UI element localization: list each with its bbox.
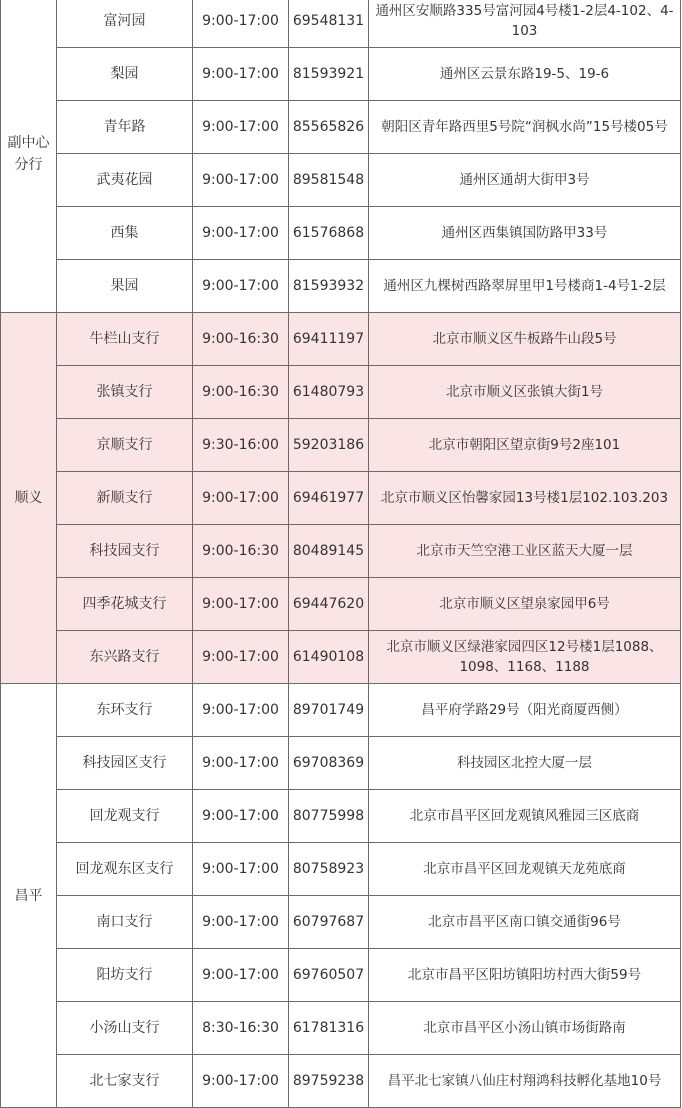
address-cell: 北京市昌平区小汤山镇市场街路南 [369, 1002, 681, 1055]
district-cell: 副中心 分行 [1, 0, 57, 313]
phone-number-cell: 61781316 [289, 1002, 369, 1055]
branch-name-cell: 牛栏山支行 [57, 313, 193, 366]
table-row [1, 790, 681, 843]
business-hours-cell: 9:00-17:00 [193, 631, 289, 684]
table-row [1, 0, 681, 48]
branch-name-cell: 富河园 [57, 0, 193, 48]
address-cell: 北京市朝阳区望京街9号2座101 [369, 419, 681, 472]
table-row [1, 260, 681, 313]
table-row [1, 1002, 681, 1055]
branch-name-cell: 张镇支行 [57, 366, 193, 419]
address-cell: 北京市昌平区阳坊镇阳坊村西大街59号 [369, 949, 681, 1002]
branch-name-cell: 北七家支行 [57, 1055, 193, 1108]
address-cell: 通州区云景东路19-5、19-6 [369, 48, 681, 101]
business-hours-cell: 9:00-17:00 [193, 843, 289, 896]
table-row [1, 472, 681, 525]
phone-number-cell: 69447620 [289, 578, 369, 631]
table-row [1, 101, 681, 154]
table-row [1, 684, 681, 737]
address-cell: 昌平北七家镇八仙庄村翔鸿科技孵化基地10号 [369, 1055, 681, 1108]
business-hours-cell: 9:00-17:00 [193, 207, 289, 260]
table-row [1, 207, 681, 260]
business-hours-cell: 9:00-17:00 [193, 1055, 289, 1108]
phone-number-cell: 85565826 [289, 101, 369, 154]
branch-name-cell: 回龙观支行 [57, 790, 193, 843]
address-cell: 北京市顺义区张镇大街1号 [369, 366, 681, 419]
table-row [1, 578, 681, 631]
table-row [1, 1055, 681, 1108]
address-cell: 北京市顺义区绿港家园四区12号楼1层1088、1098、1168、1188 [369, 631, 681, 684]
table-row [1, 48, 681, 101]
table-row [1, 949, 681, 1002]
phone-number-cell: 80775998 [289, 790, 369, 843]
branch-name-cell: 东兴路支行 [57, 631, 193, 684]
district-cell: 顺义 [1, 313, 57, 684]
address-cell: 昌平府学路29号（阳光商厦西侧） [369, 684, 681, 737]
table-row [1, 313, 681, 366]
business-hours-cell: 9:30-16:00 [193, 419, 289, 472]
branch-name-cell: 阳坊支行 [57, 949, 193, 1002]
business-hours-cell: 9:00-17:00 [193, 949, 289, 1002]
phone-number-cell: 61490108 [289, 631, 369, 684]
table-row [1, 737, 681, 790]
business-hours-cell: 9:00-17:00 [193, 684, 289, 737]
business-hours-cell: 9:00-17:00 [193, 0, 289, 48]
branch-name-cell: 京顺支行 [57, 419, 193, 472]
business-hours-cell: 9:00-17:00 [193, 260, 289, 313]
branch-name-cell: 四季花城支行 [57, 578, 193, 631]
address-cell: 通州区九棵树西路翠屏里甲1号楼商1-4号1-2层 [369, 260, 681, 313]
table-row [1, 525, 681, 578]
business-hours-cell: 9:00-16:30 [193, 366, 289, 419]
branch-name-cell: 新顺支行 [57, 472, 193, 525]
address-cell: 北京市昌平区回龙观镇风雅园三区底商 [369, 790, 681, 843]
district-cell: 昌平 [1, 684, 57, 1108]
business-hours-cell: 8:30-16:30 [193, 1002, 289, 1055]
phone-number-cell: 80489145 [289, 525, 369, 578]
table-row [1, 843, 681, 896]
phone-number-cell: 81593921 [289, 48, 369, 101]
branch-name-cell: 武夷花园 [57, 154, 193, 207]
business-hours-cell: 9:00-17:00 [193, 472, 289, 525]
phone-number-cell: 89701749 [289, 684, 369, 737]
address-cell: 北京市昌平区南口镇交通街96号 [369, 896, 681, 949]
branch-name-cell: 西集 [57, 207, 193, 260]
business-hours-cell: 9:00-17:00 [193, 48, 289, 101]
table-row [1, 366, 681, 419]
address-cell: 北京市天竺空港工业区蓝天大厦一层 [369, 525, 681, 578]
table-row [1, 896, 681, 949]
branch-name-cell: 科技园区支行 [57, 737, 193, 790]
phone-number-cell: 81593932 [289, 260, 369, 313]
phone-number-cell: 61480793 [289, 366, 369, 419]
phone-number-cell: 89759238 [289, 1055, 369, 1108]
business-hours-cell: 9:00-17:00 [193, 790, 289, 843]
phone-number-cell: 69760507 [289, 949, 369, 1002]
address-cell: 北京市顺义区望泉家园甲6号 [369, 578, 681, 631]
branch-name-cell: 回龙观东区支行 [57, 843, 193, 896]
business-hours-cell: 9:00-17:00 [193, 101, 289, 154]
business-hours-cell: 9:00-17:00 [193, 578, 289, 631]
business-hours-cell: 9:00-17:00 [193, 154, 289, 207]
branch-name-cell: 青年路 [57, 101, 193, 154]
phone-number-cell: 69548131 [289, 0, 369, 48]
branch-name-cell: 科技园支行 [57, 525, 193, 578]
address-cell: 通州区通胡大街甲3号 [369, 154, 681, 207]
phone-number-cell: 61576868 [289, 207, 369, 260]
phone-number-cell: 69411197 [289, 313, 369, 366]
branch-name-cell: 南口支行 [57, 896, 193, 949]
address-cell: 北京市顺义区怡馨家园13号楼1层102.103.203 [369, 472, 681, 525]
table-body [1, 0, 681, 1108]
business-hours-cell: 9:00-16:30 [193, 525, 289, 578]
branch-name-cell: 小汤山支行 [57, 1002, 193, 1055]
phone-number-cell: 80758923 [289, 843, 369, 896]
branch-name-cell: 果园 [57, 260, 193, 313]
business-hours-cell: 9:00-17:00 [193, 896, 289, 949]
phone-number-cell: 69708369 [289, 737, 369, 790]
address-cell: 北京市昌平区回龙观镇天龙苑底商 [369, 843, 681, 896]
phone-number-cell: 69461977 [289, 472, 369, 525]
table-row [1, 419, 681, 472]
branch-name-cell: 东环支行 [57, 684, 193, 737]
business-hours-cell: 9:00-17:00 [193, 737, 289, 790]
phone-number-cell: 59203186 [289, 419, 369, 472]
table-row [1, 154, 681, 207]
phone-number-cell: 60797687 [289, 896, 369, 949]
branch-name-cell: 梨园 [57, 48, 193, 101]
address-cell: 朝阳区青年路西里5号院“润枫水尚”15号楼05号 [369, 101, 681, 154]
phone-number-cell: 89581548 [289, 154, 369, 207]
address-cell: 科技园区北控大厦一层 [369, 737, 681, 790]
address-cell: 北京市顺义区牛板路牛山段5号 [369, 313, 681, 366]
address-cell: 通州区西集镇国防路甲33号 [369, 207, 681, 260]
table-row [1, 631, 681, 684]
business-hours-cell: 9:00-16:30 [193, 313, 289, 366]
address-cell: 通州区安顺路335号富河园4号楼1-2层4-102、4-103 [369, 0, 681, 48]
